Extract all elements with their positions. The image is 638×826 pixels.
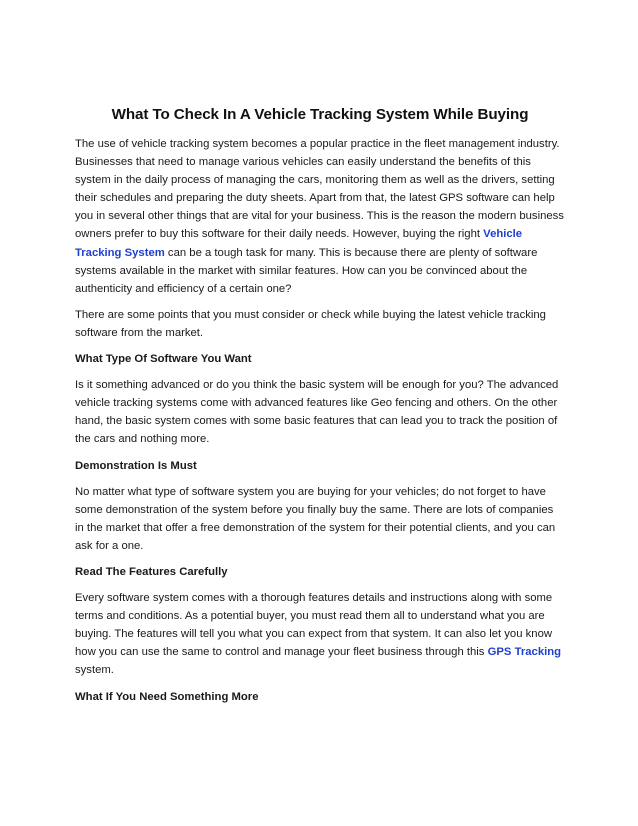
features-text-after-link: system. bbox=[75, 664, 114, 677]
section-body-features bbox=[75, 589, 565, 679]
intro-text-before-link: The use of vehicle tracking system becomes a popular practice in the fleet management industry. Businesses that need to manage various vehicles can easily understand the benefits of this system in the daily process of managing the cars, monitoring them as well as the drivers, setting their schedules and preparing the duty sheets. Apart from that, the latest GPS software can help you in several other things that are vital for your business. This is the reason the modern business owners prefer to buy this software for their daily needs. However, buying the right bbox=[75, 138, 564, 241]
gps-tracking-link[interactable]: GPS Tracking bbox=[487, 646, 562, 659]
features-text-before-link: Every software system comes with a thorough features details and instructions along with some terms and conditions. As a potential buyer, you must read them all to understand what you are buying. The features will tell you what you can expect from that system. It can also let you know how you can use the same to control and manage your fleet business through this bbox=[75, 592, 553, 659]
points-intro-paragraph: There are some points that you must consider or check while buying the latest vehicle tracking software from the market. bbox=[75, 308, 546, 339]
section-heading-demonstration: Demonstration Is Must bbox=[75, 459, 197, 472]
section-heading-features: Read The Features Carefully bbox=[75, 565, 228, 578]
section-heading-software-type: What Type Of Software You Want bbox=[75, 353, 252, 366]
document-title: What To Check In A Vehicle Tracking System While Buying bbox=[111, 106, 529, 123]
vehicle-tracking-system-link[interactable]: Vehicle Tracking System bbox=[75, 228, 523, 259]
section-body-software-type: Is it something advanced or do you think the basic system will be enough for you? The advanced vehicle tracking systems come with advanced features like Geo fencing and others. On the other hand, the basic system comes with some basic features that can lead you to track the position of the cars and nothing more. bbox=[75, 379, 559, 446]
document-page bbox=[75, 104, 565, 714]
section-heading-something-more: What If You Need Something More bbox=[75, 690, 259, 703]
intro-text-after-link: can be a tough task for many. This is because there are plenty of software systems available in the market with similar features. How can you be convinced about the authenticity and efficiency of a certain one? bbox=[75, 246, 538, 295]
intro-paragraph bbox=[75, 135, 565, 298]
section-body-demonstration: No matter what type of software system you are buying for your vehicles; do not forget to have some demonstration of the system before you finally buy the same. There are lots of companies in the market that offer a free demonstration of the system for their potential clients, and you can ask for a one. bbox=[75, 485, 556, 552]
